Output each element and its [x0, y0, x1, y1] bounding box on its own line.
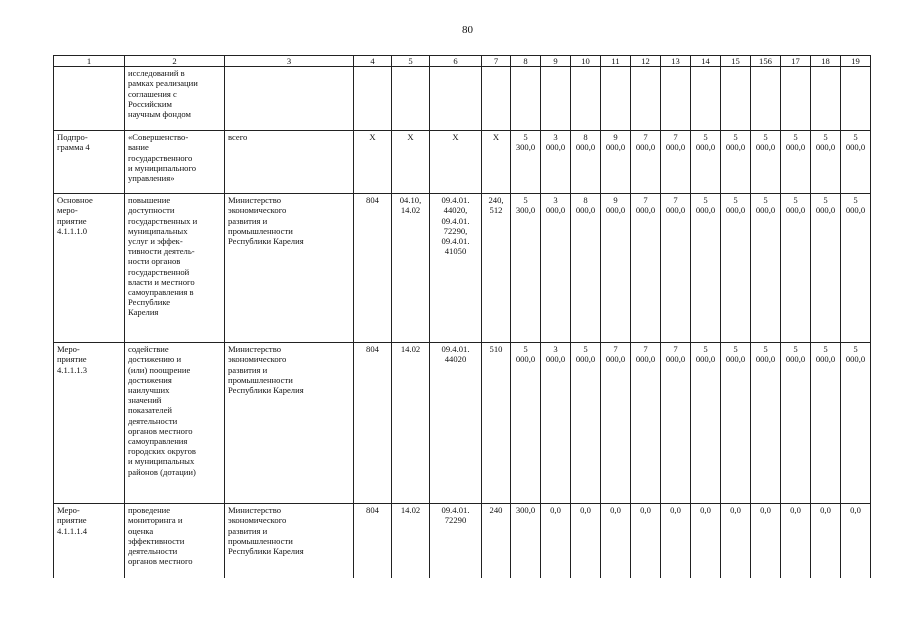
amount-cell: 7 000,0 [631, 194, 661, 343]
amount-cell [811, 67, 841, 131]
amount-cell: 0,0 [661, 504, 691, 579]
amount-cell: 5 000,0 [811, 343, 841, 504]
executor-cell [225, 67, 354, 131]
grbs-code-cell: X [354, 131, 392, 194]
executor-cell: всего [225, 131, 354, 194]
program-code-cell: Основное меро- приятие 4.1.1.1.0 [54, 194, 125, 343]
header-cell: 12 [631, 56, 661, 67]
expense-type-cell: 510 [482, 343, 511, 504]
program-code-cell: Меро- приятие 4.1.1.1.4 [54, 504, 125, 579]
amount-cell: 5 000,0 [691, 131, 721, 194]
target-article-cell: 09.4.01. 72290 [430, 504, 482, 579]
header-cell: 14 [691, 56, 721, 67]
header-cell: 18 [811, 56, 841, 67]
amount-cell: 7 000,0 [631, 131, 661, 194]
grbs-code-cell: 804 [354, 504, 392, 579]
amount-cell: 0,0 [811, 504, 841, 579]
amount-cell: 7 000,0 [601, 343, 631, 504]
table-row [54, 194, 871, 343]
amount-cell: 0,0 [721, 504, 751, 579]
amount-cell: 5 000,0 [781, 343, 811, 504]
amount-cell: 5 000,0 [781, 131, 811, 194]
amount-cell [661, 67, 691, 131]
target-article-cell: X [430, 131, 482, 194]
program-name-cell: исследований в рамках реализации соглашения с Российским научным фондом [125, 67, 225, 131]
amount-cell [601, 67, 631, 131]
table-row [54, 67, 871, 131]
expense-type-cell: 240, 512 [482, 194, 511, 343]
amount-cell [841, 67, 871, 131]
section-code-cell: X [392, 131, 430, 194]
grbs-code-cell: 804 [354, 194, 392, 343]
amount-cell: 8 000,0 [571, 194, 601, 343]
amount-cell: 5 300,0 [511, 194, 541, 343]
amount-cell: 0,0 [781, 504, 811, 579]
header-cell: 15 [721, 56, 751, 67]
header-cell: 2 [125, 56, 225, 67]
amount-cell: 5 000,0 [811, 194, 841, 343]
header-cell: 5 [392, 56, 430, 67]
table-row [54, 504, 871, 579]
amount-cell: 0,0 [541, 504, 571, 579]
amount-cell: 3 000,0 [541, 343, 571, 504]
grbs-code-cell [354, 67, 392, 131]
header-row [54, 56, 871, 67]
table-row [54, 131, 871, 194]
amount-cell [571, 67, 601, 131]
amount-cell [751, 67, 781, 131]
amount-cell [721, 67, 751, 131]
amount-cell: 7 000,0 [661, 194, 691, 343]
amount-cell [541, 67, 571, 131]
amount-cell: 5 000,0 [691, 194, 721, 343]
header-cell: 4 [354, 56, 392, 67]
amount-cell: 5 000,0 [691, 343, 721, 504]
section-code-cell: 14.02 [392, 504, 430, 579]
amount-cell: 8 000,0 [571, 131, 601, 194]
page-number: 80 [462, 24, 473, 36]
amount-cell: 5 000,0 [841, 343, 871, 504]
header-cell: 13 [661, 56, 691, 67]
expense-type-cell: X [482, 131, 511, 194]
amount-cell [691, 67, 721, 131]
target-article-cell [430, 67, 482, 131]
amount-cell: 5 000,0 [841, 194, 871, 343]
amount-cell: 5 000,0 [751, 343, 781, 504]
amount-cell [631, 67, 661, 131]
amount-cell: 5 000,0 [571, 343, 601, 504]
amount-cell: 0,0 [751, 504, 781, 579]
header-cell: 156 [751, 56, 781, 67]
amount-cell [511, 67, 541, 131]
header-cell: 7 [482, 56, 511, 67]
amount-cell: 5 000,0 [751, 194, 781, 343]
expense-type-cell [482, 67, 511, 131]
budget-table [53, 55, 871, 578]
amount-cell: 5 000,0 [721, 194, 751, 343]
amount-cell: 5 000,0 [751, 131, 781, 194]
header-cell: 11 [601, 56, 631, 67]
header-cell: 1 [54, 56, 125, 67]
executor-cell: Министерство экономического развития и промышленности Республики Карелия [225, 504, 354, 579]
program-name-cell: «Совершенство- вание государственного и муниципального управления» [125, 131, 225, 194]
amount-cell: 9 000,0 [601, 131, 631, 194]
amount-cell: 5 000,0 [511, 343, 541, 504]
target-article-cell: 09.4.01. 44020 [430, 343, 482, 504]
header-cell: 10 [571, 56, 601, 67]
amount-cell: 300,0 [511, 504, 541, 579]
amount-cell: 5 000,0 [721, 343, 751, 504]
header-cell: 19 [841, 56, 871, 67]
header-cell: 3 [225, 56, 354, 67]
amount-cell: 5 300,0 [511, 131, 541, 194]
amount-cell: 0,0 [571, 504, 601, 579]
amount-cell: 0,0 [601, 504, 631, 579]
section-code-cell: 14.02 [392, 343, 430, 504]
header-cell: 8 [511, 56, 541, 67]
amount-cell: 5 000,0 [721, 131, 751, 194]
header-cell: 6 [430, 56, 482, 67]
amount-cell: 0,0 [631, 504, 661, 579]
header-cell: 9 [541, 56, 571, 67]
program-code-cell: Меро- приятие 4.1.1.1.3 [54, 343, 125, 504]
executor-cell: Министерство экономического развития и промышленности Республики Карелия [225, 343, 354, 504]
executor-cell: Министерство экономического развития и промышленности Республики Карелия [225, 194, 354, 343]
amount-cell: 0,0 [691, 504, 721, 579]
program-name-cell: содействие достижению и (или) поощрение достижения наилучших значений показателей деятельности органов местного самоуправления городских округов и муниципальных районов (дотации) [125, 343, 225, 504]
section-code-cell [392, 67, 430, 131]
program-code-cell [54, 67, 125, 131]
amount-cell: 7 000,0 [661, 343, 691, 504]
amount-cell: 5 000,0 [841, 131, 871, 194]
amount-cell: 7 000,0 [661, 131, 691, 194]
program-name-cell: проведение мониторинга и оценка эффективности деятельности органов местного [125, 504, 225, 579]
expense-type-cell: 240 [482, 504, 511, 579]
grbs-code-cell: 804 [354, 343, 392, 504]
program-code-cell: Подпро- грамма 4 [54, 131, 125, 194]
amount-cell: 5 000,0 [811, 131, 841, 194]
amount-cell: 3 000,0 [541, 131, 571, 194]
header-cell: 17 [781, 56, 811, 67]
amount-cell: 0,0 [841, 504, 871, 579]
section-code-cell: 04.10, 14.02 [392, 194, 430, 343]
amount-cell: 9 000,0 [601, 194, 631, 343]
program-name-cell: повышение доступности государственных и муниципальных услуг и эффек- тивности деятель- ности органов государственной власти и местного самоуправления в Республике Карелия [125, 194, 225, 343]
target-article-cell: 09.4.01. 44020, 09.4.01. 72290, 09.4.01. 41050 [430, 194, 482, 343]
amount-cell: 7 000,0 [631, 343, 661, 504]
table-row [54, 343, 871, 504]
amount-cell: 3 000,0 [541, 194, 571, 343]
amount-cell: 5 000,0 [781, 194, 811, 343]
amount-cell [781, 67, 811, 131]
